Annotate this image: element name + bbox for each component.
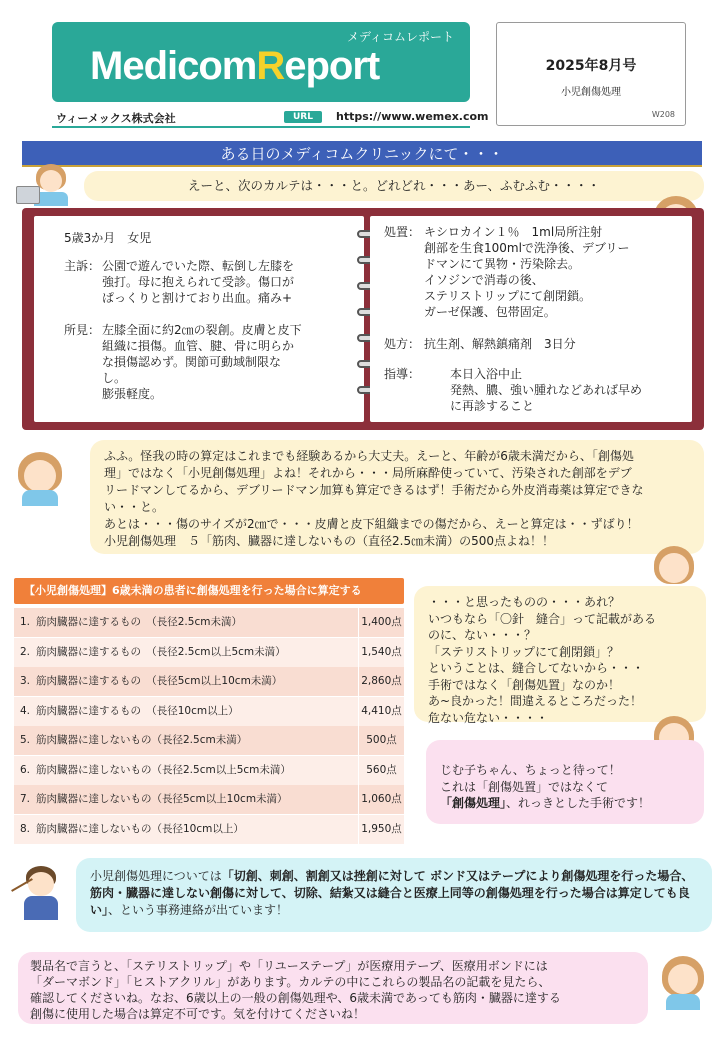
bubble3-line-8: 危ない危ない・・・・ [428, 710, 549, 725]
company-name: ウィーメックス株式会社 [56, 112, 176, 125]
bubble3-line-1: ・・・と思ったものの・・・あれ？ [428, 595, 621, 609]
bubble6-line-1: 製品名で言うと、「ステリストリップ」や「リユーステープ」が医療用テープ、医療用ボンドには [30, 959, 548, 973]
bubble6-line-3: 確認してくださいね。なお、6歳以上の一般の創傷処理や、6歳未満であっても筋肉・臓器に達する [30, 991, 561, 1005]
fee-table-heading: 【小児創傷処理】6歳未満の患者に創傷処理を行った場合に算定する [14, 578, 404, 604]
bubble2-line-4: い・・と。 [104, 500, 165, 514]
findings-line-3: な損傷認めず。関節可動域制限な [102, 355, 282, 369]
bubble5-bold: 「切創、刺創、割創又は挫創に対して ボンド又はテープにより創傷処理を行った場合、筋肉・臓器に達しない創傷に対して、切除、結紮又は縫合と医療上同等の創傷処理を行った場合は算定しても良い」 [90, 869, 694, 917]
row-description: 筋肉臓器に達するもの （長径10cm以上） [36, 704, 239, 717]
row-points: 1,060点 [358, 785, 404, 814]
findings-line-5: 膨張軽度。 [102, 387, 163, 401]
bubble3-line-7: あ~良かった！間違えるところだった！ [428, 694, 643, 708]
bubble4-line-2: これは「創傷処置」ではなくて [440, 779, 609, 794]
bubble4-line-1: じむ子ちゃん、ちょっと待って！ [440, 763, 621, 777]
prescription-label: 処方： [384, 337, 421, 351]
logo-text [90, 44, 379, 89]
table-row [14, 785, 404, 814]
bubble4-bold: 「創傷処理」 [440, 796, 507, 810]
logo-text-medicom: Medicom [90, 44, 257, 88]
bubble4-line-3 [440, 795, 690, 812]
issue-topic: 小児創傷処理 [561, 87, 621, 98]
row-description: 筋肉臓器に達しないもの（長径10cm以上） [36, 822, 244, 835]
logo-subtitle: メディコムレポート [346, 30, 454, 44]
issue-date: 2025年8月号 [545, 58, 637, 74]
table-row [14, 697, 404, 726]
website-link[interactable]: https://www.wemex.com [336, 110, 489, 123]
logo-text-eport: eport [284, 44, 380, 88]
bubble4-rest: 、れっきとした手術です！ [506, 796, 651, 810]
row-points: 2,860点 [358, 667, 404, 696]
bubble3-line-6: 手術ではなく「創傷処置」なのか！ [428, 677, 621, 692]
row-points: 500点 [358, 726, 404, 755]
speech-bubble-1: えーと、次のカルテは・・・と。どれどれ・・・あー、ふむふむ・・・・ [84, 171, 704, 201]
treatment-line-3: ドマンにて異物・汚染除去。 [424, 257, 581, 271]
treatment-line-4: イソジンで消毒の後、 [424, 273, 544, 287]
bubble5-post: 、という事務連絡が出ています！ [108, 903, 289, 917]
row-description: 筋肉臓器に達しないもの（長径2.5cm以上5cm未満） [36, 763, 291, 776]
bubble2-line-2: 理」ではなく「小児創傷処理」よね！それから・・・局所麻酔使っていて、汚染された創部をデブ [104, 466, 632, 480]
findings-line-2: 組織に損傷。血管、腱、骨に明らか [102, 339, 295, 353]
url-tag: URL [284, 111, 322, 123]
bubble3-line-3: のに、ない・・・？ [428, 628, 537, 642]
row-description: 筋肉臓器に達するもの （長径2.5cm未満） [36, 616, 242, 628]
row-description: 筋肉臓器に達するもの （長径2.5cm以上5cm未満） [36, 645, 286, 658]
page-title: ある日のメディコムクリニックにて・・・ [22, 141, 702, 167]
smiling-clerk-icon [656, 956, 710, 1012]
row-number: 3. [20, 675, 31, 687]
speech-bubble-3 [414, 586, 706, 725]
row-number: 2. [20, 645, 31, 658]
row-number: 7. [20, 793, 31, 805]
treatment-label: 処置： [384, 225, 421, 239]
issue-code: W208 [651, 110, 675, 119]
bubble5-pre: 小児創傷処理については [90, 869, 222, 883]
bubble3-line-5: ということは、縫合してないから・・・ [428, 661, 645, 675]
bubble3-line-2: いつもなら「〇針 縫合」って記載がある [428, 611, 657, 626]
table-row [14, 726, 404, 755]
treatment-line-2: 創部を生食100mlで洗浄後、デブリー [424, 241, 630, 255]
row-description: 筋肉臓器に達しないもの（長径5cm以上10cm未満） [36, 793, 288, 805]
speech-bubble-5 [76, 858, 712, 932]
treatment-line-6: ガーゼ保護、包帯固定。 [424, 305, 556, 319]
bubble2-line-6: 小児創傷処理 ５「筋肉、臓器に達しないもの（直径2.5㎝未満）の500点よね！！ [104, 534, 554, 548]
table-row [14, 667, 404, 696]
bubble6-line-4: 創傷に使用した場合は算定不可です。気を付けてくださいね！ [30, 1007, 366, 1021]
guidance-line-3: に再診すること [450, 399, 535, 413]
bubble2-line-3: リードマンしてるから、デブリードマン加算も算定できるはず！手術だから外皮消毒薬は算定できな [104, 483, 644, 497]
teacher-pointer-icon [8, 862, 72, 922]
table-row [14, 638, 404, 667]
row-points: 1,400点 [358, 608, 404, 637]
findings-line-1: 左膝全面に約2㎝の裂創。皮膚と皮下 [102, 323, 302, 337]
row-number: 1. [20, 616, 31, 628]
findings-line-4: し。 [102, 371, 127, 385]
row-points: 4,410点 [358, 697, 404, 726]
treatment-line-5: ステリストリップにて創閉鎖。 [424, 289, 592, 303]
findings-label: 所見： [64, 323, 101, 337]
guidance-line-2: 発熱、膿、強い腫れなどあれば早め [450, 383, 643, 397]
row-number: 5. [20, 734, 31, 746]
issue-box [496, 22, 686, 126]
row-number: 4. [20, 704, 31, 717]
row-points: 1,950点 [358, 815, 404, 844]
complaint-label: 主訴： [64, 259, 101, 273]
speech-bubble-6 [18, 952, 648, 1024]
row-description: 筋肉臓器に達しないもの（長径2.5cm未満） [36, 734, 248, 746]
speech-bubble-2 [90, 440, 704, 554]
table-row [14, 756, 404, 785]
complaint-line-1: 公園で遊んでいた際、転倒し左膝を [102, 259, 295, 273]
table-row [14, 815, 404, 844]
logo-banner [52, 22, 470, 102]
treatment-line-1: キシロカイン１％ 1ml局所注射 [424, 225, 603, 239]
chart-left-page [34, 216, 364, 422]
prescription: 抗生剤、解熱鎮痛剤 3日分 [424, 337, 576, 351]
bubble2-line-1: ふふ。怪我の時の算定はこれまでも経験あるから大丈夫。えーと、年齢が6歳未満だから、「創傷処 [104, 449, 634, 463]
row-number: 8. [20, 822, 31, 835]
speech-bubble-4 [426, 740, 704, 824]
bubble6-line-2: 「ダーマボンド」「ヒストアクリル」があります。カルテの中にこれらの製品名の記載を見たら、 [30, 975, 551, 989]
row-points: 1,540点 [358, 638, 404, 667]
header-divider [52, 126, 470, 128]
complaint-line-2: 強打。母に抱えられて受診。傷口が [102, 275, 295, 289]
logo-text-r: R [256, 44, 285, 88]
row-points: 560点 [358, 756, 404, 785]
medical-chart-notebook [22, 208, 704, 430]
guidance-label: 指導： [384, 367, 421, 381]
complaint-line-3: ぱっくりと割けており出血。痛み+ [102, 291, 293, 305]
row-number: 6. [20, 763, 31, 776]
guidance-line-1: 本日入浴中止 [450, 367, 523, 381]
patient-info: 5歳3か月 女児 [64, 231, 152, 245]
bubble2-line-5: あとは・・・傷のサイズが2㎝で・・・皮膚と皮下組織までの傷だから、えーと算定は・・ずばり！ [104, 517, 639, 531]
confident-clerk-icon [12, 452, 72, 508]
bubble3-line-4: 「ステリストリップにて創閉鎖」？ [428, 644, 620, 659]
clerk-laptop-icon [16, 164, 78, 208]
table-row [14, 608, 404, 637]
row-description: 筋肉臓器に達するもの （長径5cm以上10cm未満） [36, 675, 283, 687]
chart-right-page [370, 216, 692, 422]
